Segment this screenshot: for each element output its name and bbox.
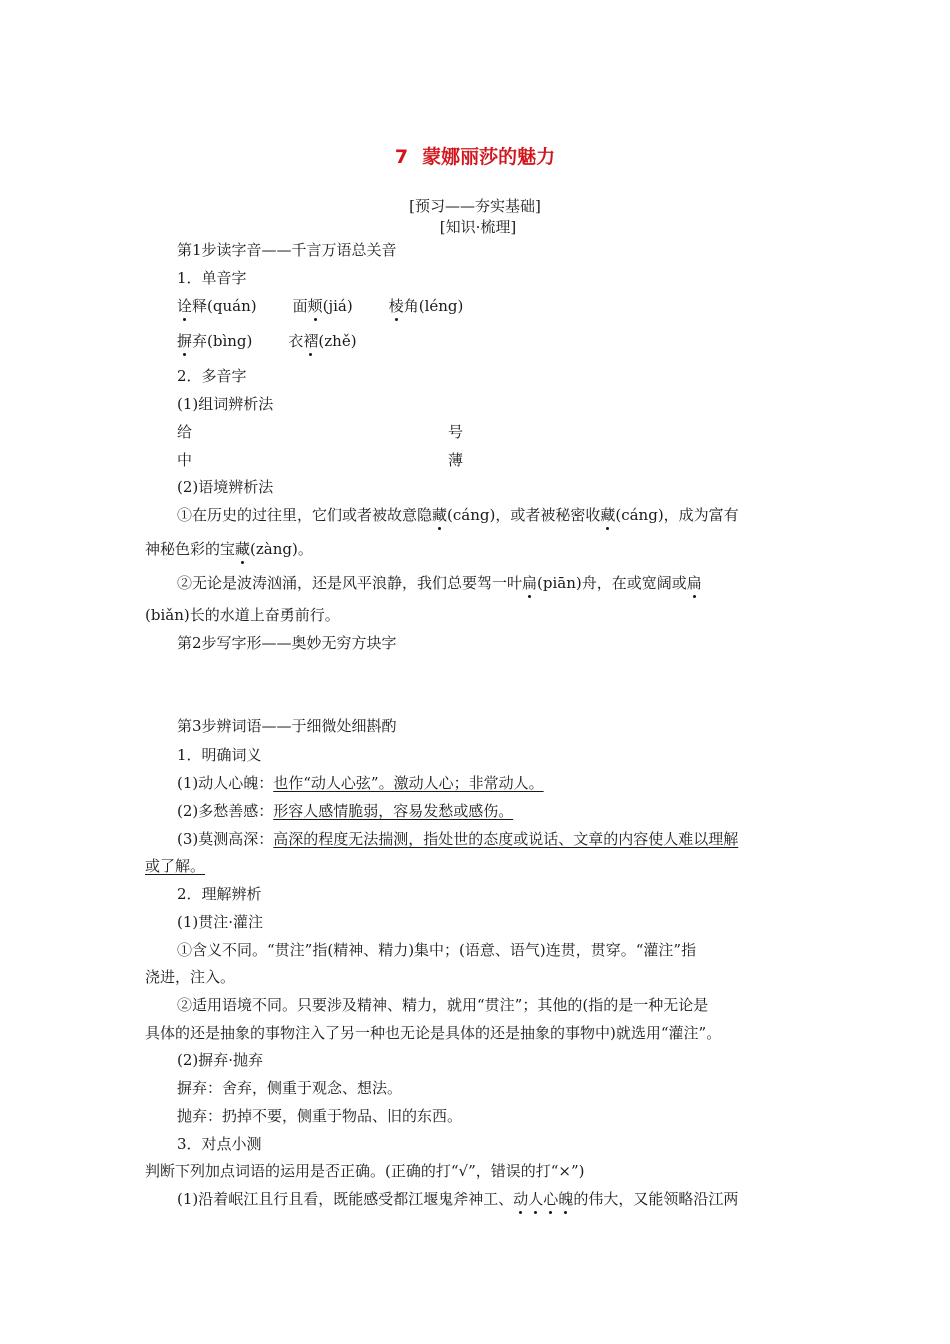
analysis-2-heading: (2)摒弃·抛弃 — [177, 1051, 264, 1069]
analysis-2-line-1: 摒弃：舍弃，侧重于观念、想法。 — [177, 1079, 403, 1097]
dotted-char: 藏 — [600, 506, 616, 524]
single-char-row-2 — [177, 331, 842, 351]
dotted-char: 藏 — [432, 506, 448, 524]
quiz-heading: 3．对点小测 — [177, 1135, 262, 1153]
meaning-item-2: (2)多愁善感：形容人感情脆弱，容易发愁或感伤。 — [177, 802, 514, 820]
definition-text: 或了解。 — [145, 857, 206, 875]
dotted-char: 扁 — [522, 574, 538, 592]
section-preview: [预习——夯实基础] — [409, 197, 541, 215]
grid-char: 号 — [448, 423, 464, 441]
definition-text: 高深的程度无法揣测，指处世的态度或说话、文章的内容使人难以理解 — [273, 830, 739, 848]
context-example-1-cont: 神秘色彩的宝藏(zàng)。 — [145, 540, 313, 558]
quiz-question-1: (1)沿着岷江且行且看，既能感受都江堰鬼斧神工、动人心魄的伟大，又能领略沿江两 — [177, 1190, 739, 1208]
context-example-2: ②无论是波涛汹涌，还是风平浪静，我们总要驾一叶扁(piān)舟，在或宽阔或扁 — [177, 574, 702, 592]
analysis-heading: 2．理解辨析 — [177, 885, 262, 903]
dotted-char: 棱 — [388, 297, 404, 315]
multi-char-grid-row — [177, 422, 842, 442]
dotted-char: 颊 — [307, 297, 323, 315]
word-item: 棱角(léng) — [388, 297, 464, 315]
step1-heading: 第1步读字音——千言万语总关音 — [177, 241, 397, 259]
dotted-char: 摒 — [177, 332, 193, 350]
dotted-char: 扁 — [686, 574, 702, 592]
dotted-char: 诠 — [177, 297, 193, 315]
analysis-1-heading: (1)贯注·灌注 — [177, 913, 264, 931]
group-method-heading: (1)组词辨析法 — [177, 395, 274, 413]
context-example-1: ①在历史的过往里，它们或者被故意隐藏(cáng)，或者被秘密收藏(cáng)，成为富有 — [177, 506, 739, 524]
analysis-1-para-1: ①含义不同。“贯注”指(精神、精力)集中；(语意、语气)连贯，贯穿。“灌注”指 — [177, 941, 697, 959]
analysis-1-para-2: ②适用语境不同。只要涉及精神、精力，就用“贯注”；其他的(指的是一种无论是 — [177, 996, 709, 1014]
word-item: 摒弃(bìng) — [177, 332, 253, 350]
quiz-instruction: 判断下列加点词语的运用是否正确。(正确的打“√”，错误的打“×”) — [145, 1162, 585, 1180]
grid-char: 中 — [177, 451, 193, 469]
step2-heading: 第2步写字形——奥妙无穷方块字 — [177, 634, 397, 652]
definition-text: 也作“动人心弦”。激动人心；非常动人。 — [273, 774, 544, 792]
single-char-row-1 — [177, 296, 842, 316]
dotted-char: 魄 — [558, 1190, 574, 1208]
dotted-char: 藏 — [235, 540, 251, 558]
single-char-heading: 1．单音字 — [177, 269, 247, 287]
definition-text: 形容人感情脆弱，容易发愁或感伤。 — [273, 802, 514, 820]
dotted-char: 人 — [528, 1190, 544, 1208]
multi-char-heading: 2．多音字 — [177, 367, 247, 385]
analysis-1-para-1-cont: 浇进，注入。 — [145, 968, 236, 986]
grid-char: 给 — [177, 423, 193, 441]
meaning-item-3: (3)莫测高深：高深的程度无法揣测，指处世的态度或说话、文章的内容使人难以理解 — [177, 830, 739, 848]
word-item: 面颊(jiá) — [292, 297, 353, 315]
word-item: 衣褶(zhě) — [288, 332, 357, 350]
lesson-number: 7 — [394, 146, 409, 168]
analysis-2-line-2: 抛弃：扔掉不要，侧重于物品、旧的东西。 — [177, 1107, 463, 1125]
dotted-char: 动 — [513, 1190, 529, 1208]
meaning-heading: 1．明确词义 — [177, 746, 262, 764]
grid-char: 薄 — [448, 451, 464, 469]
section-knowledge: [知识·梳理] — [439, 218, 517, 236]
step3-heading: 第3步辨词语——于细微处细斟酌 — [177, 717, 397, 735]
context-example-2-cont: (biǎn)长的水道上奋勇前行。 — [145, 606, 340, 624]
context-method-heading: (2)语境辨析法 — [177, 478, 274, 496]
meaning-item-1: (1)动人心魄：也作“动人心弦”。激动人心；非常动人。 — [177, 774, 544, 792]
word-item: 诠释(quán) — [177, 297, 257, 315]
multi-char-grid-row — [177, 450, 842, 470]
dotted-char: 褶 — [303, 332, 319, 350]
dotted-char: 心 — [543, 1190, 559, 1208]
lesson-title-text: 蒙娜丽莎的魅力 — [422, 146, 556, 168]
lesson-title — [0, 144, 950, 170]
meaning-item-3-cont — [145, 856, 810, 876]
analysis-1-para-2-cont: 具体的还是抽象的事物注入了另一种也无论是具体的还是抽象的事物中)就选用“灌注”。 — [145, 1024, 722, 1042]
